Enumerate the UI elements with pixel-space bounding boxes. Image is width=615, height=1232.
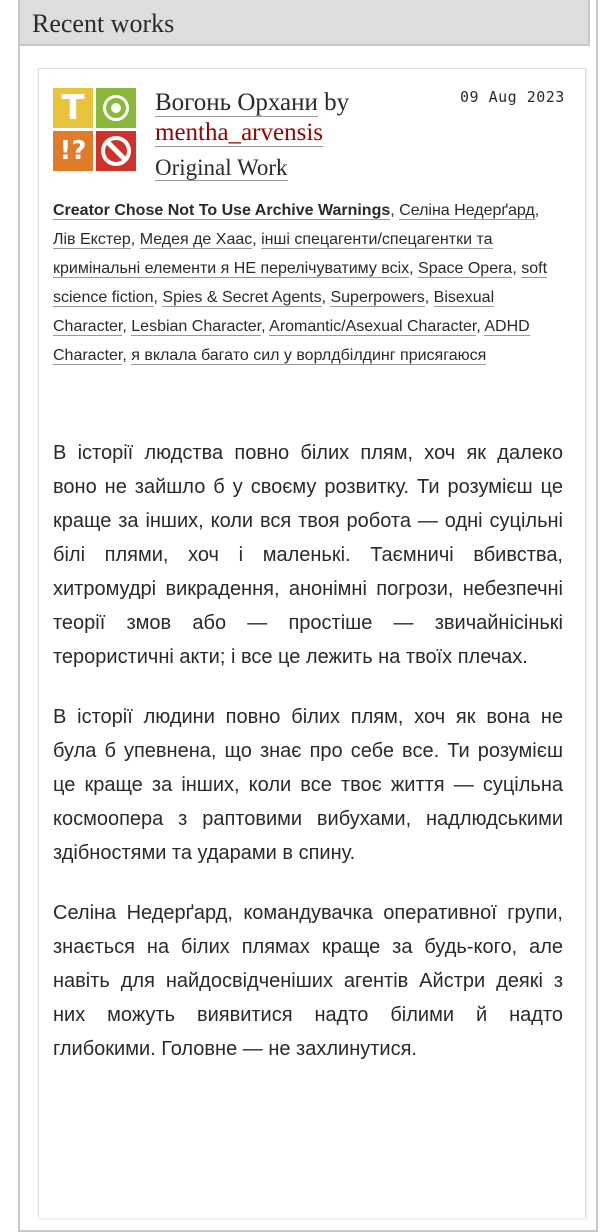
fandom — [155, 154, 288, 182]
tag-freeform[interactable]: Lesbian Character — [131, 318, 262, 335]
tag-warning[interactable]: Creator Chose Not To Use Archive Warnings — [53, 202, 391, 219]
work-title-link[interactable]: Вогонь Орхани — [155, 89, 318, 116]
status-incomplete-icon[interactable] — [96, 131, 136, 171]
tag-separator: , — [409, 260, 419, 277]
tag-character[interactable]: Медея де Хаас — [139, 231, 253, 248]
tag-freeform[interactable]: я вклала багато сил у ворлдбілдинг присягаюся — [131, 347, 487, 364]
tag-freeform[interactable]: ADHD Character — [53, 318, 530, 364]
tag-freeform[interactable]: Aromantic/Asexual Character — [269, 318, 477, 335]
author-link[interactable]: mentha_arvensis — [155, 119, 324, 146]
tag-list — [53, 196, 565, 370]
tag-separator: , — [153, 289, 163, 306]
summary-paragraph: Селіна Недерґард, командувачка оперативної групи, знається на білих плямах краще за будь-кого, але навіть для найдосвідченіших агентів Айстри деякі з них можуть виявитися надто білими й надто глибокими. Головне — не захлинутися. — [53, 902, 563, 1060]
section-header — [18, 0, 590, 46]
summary-paragraph: В історії людства повно білих плям, хоч як далеко воно не зайшло б у своєму розвитку. Ти розумієш це краще за інших, коли вся твоя робота — одні суцільні білі плями, хоч і маленькі. Таємничі вбивства, хитромудрі викрадення, анонімні погрози, небезпечні теорії змов або — простіше — звичайнісінькі терористичні акти; і все це лежить на твоїх плечах. — [53, 442, 563, 668]
tag-separator: , — [321, 289, 331, 306]
tag-character[interactable]: інші спецагенти/спецагентки та кримінальні елементи я НЕ перелічуватиму всіх — [53, 231, 493, 277]
tag-separator: , — [390, 202, 400, 219]
tag-separator: , — [534, 202, 540, 219]
by-label: by — [324, 89, 350, 116]
tag-freeform[interactable]: Space Opera — [418, 260, 513, 277]
rating-letter: T — [61, 88, 85, 128]
category-other-icon[interactable] — [96, 88, 136, 128]
tag-separator: , — [122, 318, 132, 335]
warning-glyph: !? — [59, 136, 87, 166]
tag-freeform[interactable]: Superpowers — [330, 289, 425, 306]
tag-separator: , — [122, 347, 132, 364]
ring-dot — [111, 103, 121, 113]
tag-freeform[interactable]: Spies & Secret Agents — [162, 289, 322, 306]
rating-teen-icon[interactable] — [53, 88, 93, 128]
tag-character[interactable]: Лів Екстер — [53, 231, 131, 248]
tag-separator: , — [252, 231, 262, 248]
section-title: Recent works — [32, 9, 175, 38]
tag-separator: , — [424, 289, 434, 306]
work-heading — [155, 88, 455, 148]
required-tags — [53, 88, 136, 171]
fandom-link[interactable]: Original Work — [155, 155, 288, 180]
summary-paragraph: В історії людини повно білих плям, хоч як вона не була б упевнена, що знає про себе все. Ти розумієш це краще за інших, коли все твоє життя — суцільна космоопера з раптовими вибухами, надлюдськими здібностями та ударами в спину. — [53, 706, 563, 864]
tag-separator: , — [476, 318, 485, 335]
tag-freeform[interactable]: Bisexual Character — [53, 289, 495, 335]
tag-separator: , — [130, 231, 140, 248]
tag-separator: , — [261, 318, 270, 335]
warning-choose-not-to-warn-icon[interactable] — [53, 131, 93, 171]
tag-freeform[interactable]: soft science fiction — [53, 260, 548, 306]
summary — [53, 436, 563, 1092]
work-date: 09 Aug 2023 — [460, 88, 565, 106]
tag-separator: , — [512, 260, 522, 277]
tag-character[interactable]: Селіна Недерґард — [399, 202, 535, 219]
